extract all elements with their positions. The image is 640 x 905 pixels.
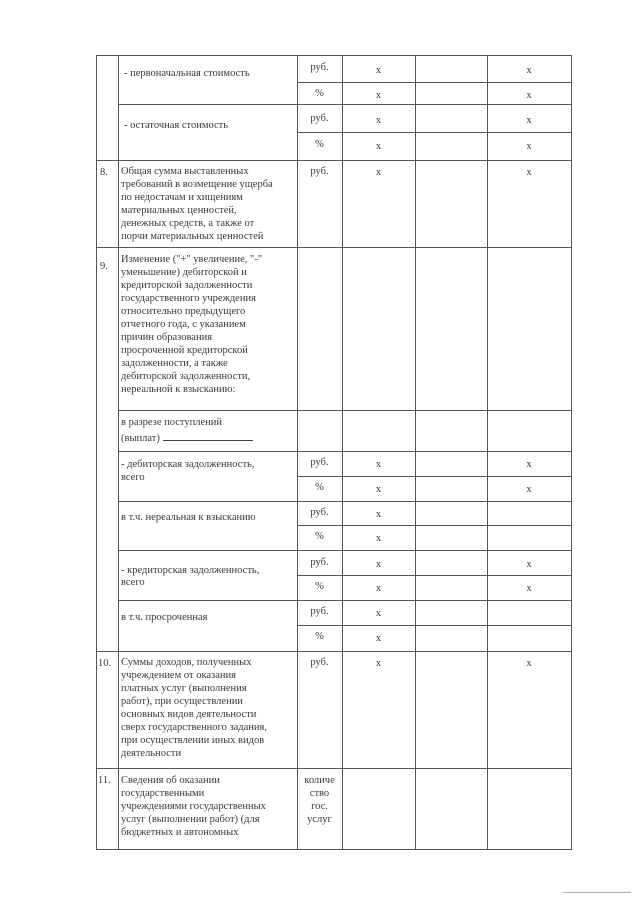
row-separator	[96, 247, 572, 248]
row-8-text-line: по недостачам и хищениям	[121, 192, 243, 203]
payables-unit-pct: %	[315, 581, 324, 592]
row-11-unit-line: гос.	[311, 801, 328, 812]
residual-cost-plan-x: x	[375, 115, 382, 126]
row-8-text-line: денежных средств, а также от	[121, 218, 255, 229]
receivables-bad-unit-rub: руб.	[310, 507, 329, 518]
row-11-number: 11.	[98, 775, 111, 786]
initial-cost-unit-pct: %	[315, 88, 324, 99]
row-10-text-line: учреждением от оказания	[121, 670, 236, 681]
row-9-text-line: уменьшение) дебиторской и	[121, 267, 247, 278]
residual-cost-unit-pct: %	[315, 139, 324, 150]
payables-overdue-plan-x: x	[375, 608, 382, 619]
payables-prev-x: x	[526, 559, 532, 570]
row-10-number: 10.	[98, 658, 112, 669]
payables-pct-prev-x: x	[526, 583, 532, 594]
payables-overdue-pct-plan-x: x	[375, 633, 382, 644]
row-9-text-line: государственного учреждения	[121, 293, 256, 304]
row-11-unit-line: количе	[304, 775, 335, 786]
receivables-label: - дебиторская задолженность,	[121, 459, 255, 470]
receivables-bad-label: в т.ч. нереальная к взысканию	[121, 512, 256, 523]
subrow-separator	[297, 525, 572, 526]
receivables-plan-x: x	[375, 459, 382, 470]
row-11-text-line: учреждениями государственных	[121, 801, 266, 812]
payables-label: - кредиторская задолженность,	[121, 565, 260, 576]
row-8-prev-x: x	[526, 167, 532, 178]
payables-overdue-unit-rub: руб.	[310, 606, 329, 617]
row-9-text-line: просроченной кредиторской	[121, 345, 248, 356]
row-separator	[118, 410, 572, 411]
row-separator	[118, 550, 572, 551]
row-9-text-line: нереальной к взысканию:	[121, 384, 236, 395]
row-separator	[118, 600, 572, 601]
initial-cost-pct-plan-x: x	[375, 90, 382, 101]
row-8-text-line: требований в возмещение ущерба	[121, 179, 273, 190]
subrow-separator	[297, 625, 572, 626]
receipts-label-line2	[121, 431, 253, 446]
payables-label-line2: всего	[121, 577, 145, 588]
residual-cost-unit-rub: руб.	[310, 113, 329, 124]
residual-cost-prev-x: x	[526, 115, 532, 126]
column-divider-label	[118, 55, 119, 850]
row-8-text-line: Общая сумма выставленных	[121, 166, 249, 177]
row-9-text-line: причин образования	[121, 332, 213, 343]
payables-overdue-label: в т.ч. просроченная	[121, 612, 208, 623]
initial-cost-pct-prev-x: x	[526, 90, 532, 101]
row-10-unit: руб.	[310, 657, 329, 668]
table-border-left	[96, 55, 97, 850]
row-11-text-line: услуг (выполнении работ) (для	[121, 814, 260, 825]
row-9-number: 9.	[100, 261, 108, 272]
initial-cost-unit-rub: руб.	[310, 62, 329, 73]
row-11-text-line: Сведения об оказании	[121, 775, 220, 786]
row-10-text-line: основных видов деятельности	[121, 709, 257, 720]
payables-overdue-unit-pct: %	[315, 631, 324, 642]
initial-cost-plan-x: x	[375, 65, 382, 76]
row-10-plan-x: x	[375, 658, 382, 669]
row-10-text-line: деятельности	[121, 748, 182, 759]
receivables-unit-pct: %	[315, 482, 324, 493]
initial-cost-prev-x: x	[526, 65, 532, 76]
row-separator	[118, 104, 572, 105]
row-9-text-line: задолженности, а также	[121, 358, 228, 369]
row-10-text-line: сверх государственного задания,	[121, 722, 267, 733]
page-edge-mark	[563, 892, 631, 893]
row-9-text-line: Изменение ("+" увеличение, "-"	[121, 254, 263, 265]
receivables-pct-prev-x: x	[526, 484, 532, 495]
subrow-separator	[297, 132, 572, 133]
subrow-separator	[297, 82, 572, 83]
receivables-bad-unit-pct: %	[315, 531, 324, 542]
row-8-text-line: порчи материальных ценностей	[121, 231, 264, 242]
residual-cost-pct-prev-x: x	[526, 141, 532, 152]
receivables-bad-pct-plan-x: x	[375, 533, 382, 544]
row-8-number: 8.	[100, 167, 108, 178]
row-10-text-line: Суммы доходов, полученных	[121, 657, 252, 668]
row-11-unit-line: ство	[309, 788, 330, 799]
residual-cost-pct-plan-x: x	[375, 141, 382, 152]
table-border-top	[96, 55, 572, 56]
row-10-text-line: работ), при осуществлении	[121, 696, 243, 707]
receipts-payments-text: (выплат)	[121, 433, 160, 444]
row-11-text-line: бюджетных и автономных	[121, 827, 239, 838]
receivables-bad-plan-x: x	[375, 509, 382, 520]
receivables-unit-rub: руб.	[310, 457, 329, 468]
row-separator	[96, 651, 572, 652]
subrow-separator	[297, 575, 572, 576]
receivables-prev-x: x	[526, 459, 532, 470]
row-9-text-line: кредиторской задолженности	[121, 280, 253, 291]
blank-underline	[163, 431, 253, 441]
row-10-text-line: платных услуг (выполнения	[121, 683, 247, 694]
row-separator	[96, 768, 572, 769]
row-separator	[96, 160, 572, 161]
payables-unit-rub: руб.	[310, 557, 329, 568]
residual-cost-label: - остаточная стоимость	[124, 120, 229, 131]
row-10-text-line: при осуществлении иных видов	[121, 735, 265, 746]
row-separator	[118, 451, 572, 452]
initial-cost-label: - первоначальная стоимость	[124, 68, 250, 79]
receipts-label: в разрезе поступлений	[121, 417, 222, 428]
row-11-unit-line: услуг	[307, 814, 332, 825]
table-border-bottom	[96, 849, 572, 850]
subrow-separator	[297, 476, 572, 477]
row-9-text-line: отчетного года, с указанием	[121, 319, 246, 330]
table-border-right	[571, 55, 572, 850]
column-divider-fact	[415, 55, 416, 850]
receivables-label-line2: всего	[121, 472, 145, 483]
row-8-plan-x: x	[375, 167, 382, 178]
receivables-pct-plan-x: x	[375, 484, 382, 495]
payables-pct-plan-x: x	[375, 583, 382, 594]
row-9-text-line: дебиторской задолженности,	[121, 371, 251, 382]
row-9-text-line: относительно предыдущего	[121, 306, 246, 317]
row-10-prev-x: x	[526, 658, 532, 669]
row-8-unit: руб.	[310, 166, 329, 177]
row-8-text-line: материальных ценностей,	[121, 205, 237, 216]
row-separator	[118, 501, 572, 502]
payables-plan-x: x	[375, 559, 382, 570]
row-11-text-line: государственными	[121, 788, 205, 799]
